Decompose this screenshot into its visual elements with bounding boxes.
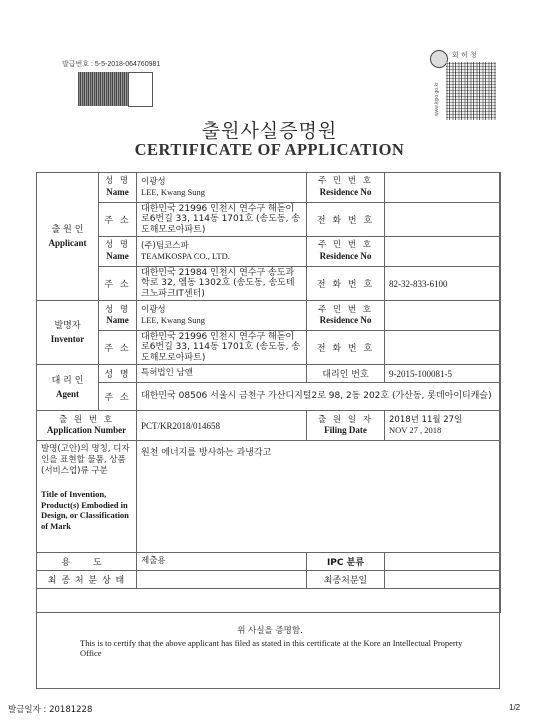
qr-code — [428, 48, 498, 122]
phone-label: 전 화 번 호 — [307, 331, 385, 365]
agent-address-row — [37, 383, 501, 411]
qr-badge-text: 회 허 청 — [452, 51, 477, 59]
status-row — [37, 571, 501, 589]
applicant1-phone — [385, 203, 501, 237]
filing-date-label: 출 원 일 자 Filing Date — [307, 411, 385, 441]
barcode-bars — [78, 72, 128, 106]
application-number-label: 출 원 번 호 Application Number — [37, 411, 137, 441]
application-number: PCT/KR2018/014658 — [137, 411, 307, 441]
address-label: 주 소 — [99, 267, 137, 301]
applicant1-address: 대한민국 21996 인천시 연수구 해돋이로6번길 33, 114동 1701호 (송도동, 송도해모로아파트) — [137, 203, 307, 237]
inventor-address: 대한민국 21996 인천시 연수구 해돋이로6번길 33, 114동 1701호 (송도동, 송도해모로아파트) — [137, 331, 307, 365]
final-status-value — [137, 571, 307, 589]
agent-name: 특허법인 남앤 — [137, 365, 307, 383]
certification-notice: 위 사실을 증명함. This is to certify that the above applicant has filed as stated in this certificate at the Kore an Intellectual Property Office — [80, 626, 463, 659]
spacer-row — [37, 589, 501, 613]
spacer-cell — [37, 589, 501, 613]
name-label: 성 명 Name — [99, 237, 137, 267]
residence-label: 주 민 번 호 Residence No — [307, 173, 385, 203]
applicant2-phone: 82-32-833-6100 — [385, 267, 501, 301]
applicant1-residence-no — [385, 173, 501, 203]
agent-address: 대한민국 08506 서울시 금천구 가산디지털2로 98, 2동 202호 (가산동, 롯데아이티캐슬) — [137, 383, 501, 411]
invention-title: 원천 에너지를 방사하는 과냉각고 — [137, 441, 501, 553]
inventor-section-label: 발명자 Inventor — [37, 301, 99, 365]
applicant1-address-row — [37, 203, 501, 237]
final-date-value — [385, 571, 501, 589]
applicant1-name: 이광성 LEE, Kwang Sung — [137, 173, 307, 203]
qr-side-text: www.kipo.go.kr — [434, 82, 440, 116]
address-label: 주 소 — [99, 331, 137, 365]
applicant-section-label: 출 원 인 Applicant — [37, 173, 99, 301]
agent-section-label: 대 리 인 Agent — [37, 365, 99, 411]
final-date-label: 최종처분일 — [307, 571, 385, 589]
applicant1-name-row — [37, 173, 501, 203]
address-label: 주 소 — [99, 203, 137, 237]
filing-date: 2018년 11월 27일 NOV 27 , 2018 — [385, 411, 501, 441]
usage-value: 제출용 — [137, 553, 307, 571]
barcode-box — [128, 72, 153, 107]
issue-date: 발급일자 : 20181228 — [8, 705, 93, 715]
inventor-phone — [385, 331, 501, 365]
final-status-label: 최 종 처 분 상 태 — [37, 571, 137, 589]
applicant2-address: 대한민국 21984 인천시 연수구 송도과학로 32, 엠동 1302호 (송도동, 송도테크노파크IT센터) — [137, 267, 307, 301]
application-row — [37, 411, 501, 441]
inventor-name: 이광성 LEE, Kwang Sung — [137, 301, 307, 331]
invention-title-label: 발명(고안)의 명칭, 디자인을 표현할 물품, 상품(서비스업)류 구분 Title of Invention, Product(s) Embodied in Design, or Classification of Mark — [37, 441, 137, 553]
page-number: 1/2 — [509, 703, 521, 712]
certificate-table — [36, 172, 501, 613]
applicant2-residence-no — [385, 237, 501, 267]
inventor-address-row — [37, 331, 501, 365]
issue-number: 발급번호 : 5-5-2018-064760981 — [62, 61, 161, 68]
address-label: 주 소 — [99, 383, 137, 411]
applicant2-name-row — [37, 237, 501, 267]
inventor-residence-no — [385, 301, 501, 331]
phone-label: 전 화 번 호 — [307, 203, 385, 237]
ipc-label: IPC 분류 — [307, 553, 385, 571]
qr-pattern — [446, 62, 496, 120]
residence-label: 주 민 번 호 Residence No — [307, 237, 385, 267]
usage-row — [37, 553, 501, 571]
applicant2-address-row — [37, 267, 501, 301]
inventor-name-row — [37, 301, 501, 331]
barcode — [78, 72, 152, 106]
name-label: 성 명 Name — [99, 173, 137, 203]
phone-label: 전 화 번 호 — [307, 267, 385, 301]
name-label: 성 명 Name — [99, 301, 137, 331]
applicant2-name: (주)팀코스파 TEAMKOSPA CO., LTD. — [137, 237, 307, 267]
ipc-value — [385, 553, 501, 571]
page-title-english: CERTIFICATE OF APPLICATION — [134, 140, 405, 159]
agent-no-label: 대리인 번호 — [307, 365, 385, 383]
name-label: 성 명 — [99, 365, 137, 383]
invention-title-row — [37, 441, 501, 553]
residence-label: 주 민 번 호 Residence No — [307, 301, 385, 331]
page-title-korean: 출원사실증명원 — [201, 120, 338, 142]
agent-number: 9-2015-100081-5 — [385, 365, 501, 383]
usage-label: 용 도 — [37, 553, 137, 571]
agent-name-row — [37, 365, 501, 383]
